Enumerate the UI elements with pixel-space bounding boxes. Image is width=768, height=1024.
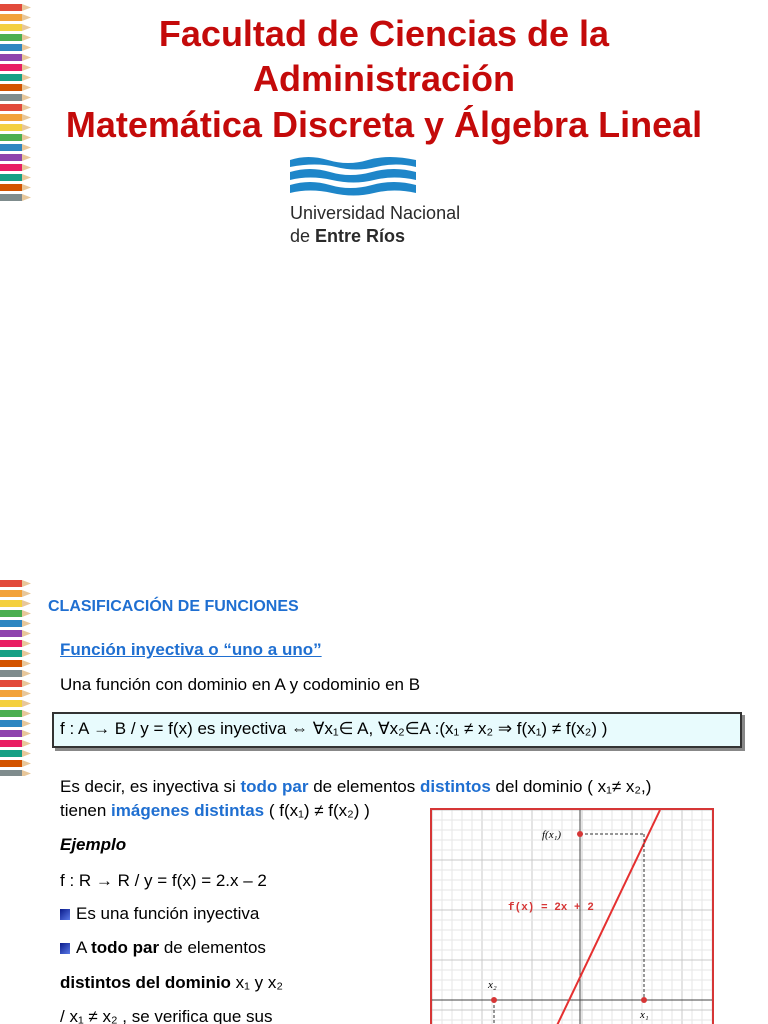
pencil-tip [22, 650, 31, 657]
pencil-tip [22, 660, 31, 667]
function-graph [430, 808, 714, 1024]
pencil-body [0, 174, 22, 181]
pencil-tip [22, 154, 31, 161]
explanation-line-1 [60, 776, 651, 798]
pencil-body [0, 184, 22, 191]
pencil-tip [22, 144, 31, 151]
pencil-tip [22, 710, 31, 717]
title-line-3: Matemática Discreta y Álgebra Lineal [65, 104, 703, 145]
pencil-body [0, 144, 22, 151]
fx1-point [577, 831, 583, 837]
pencil-tip [22, 770, 31, 776]
graph-svg [432, 810, 712, 1024]
pencil-tip [22, 670, 31, 677]
definition-text: f : A → B / y = f(x) es inyectiva ⇔ ∀x₁∈ A, ∀x₂∈A :(x₁ ≠ x₂ ⇒ f(x₁) ≠ f(x₂) ) [60, 719, 608, 738]
x1-point [641, 997, 647, 1003]
pencil-body [0, 760, 22, 767]
pencil-tip [22, 4, 31, 11]
pencil-body [0, 650, 22, 657]
explanation-line-2 [60, 800, 370, 822]
pencil-body [0, 720, 22, 727]
pencil-body [0, 640, 22, 647]
intro-text: Una función con dominio en A y codominio en B [60, 675, 421, 694]
text-part: tienen [60, 801, 112, 820]
pencil-tip [22, 630, 31, 637]
university-logo [288, 154, 488, 250]
pencil-body [0, 154, 22, 161]
logo-line-1: Universidad Nacional [290, 203, 461, 223]
pencil-tip [22, 580, 31, 587]
x2-point [491, 997, 497, 1003]
pencil-tip [22, 700, 31, 707]
explanation-line-4: / x₁ ≠ x₂ , se verifica que sus [60, 1007, 273, 1024]
pencil-body [0, 600, 22, 607]
pencil-tip [22, 740, 31, 747]
text-part: Es decir, es inyectiva si [60, 777, 241, 796]
pencil-body [0, 700, 22, 707]
function-label: f(x) = 2x + 2 [508, 902, 594, 914]
text-part: distintos del dominio [60, 973, 231, 992]
pencil-body [0, 730, 22, 737]
definition-box [52, 712, 742, 748]
bullet-icon [60, 943, 70, 954]
pencil-body [0, 680, 22, 687]
pencil-tip [22, 610, 31, 617]
text-part: de elementos [308, 777, 420, 796]
pencil-tip [22, 720, 31, 727]
pencil-body [0, 750, 22, 757]
text-part: A [76, 938, 92, 957]
example-function: f : R → R / y = f(x) = 2.x – 2 [60, 871, 267, 890]
pencil-tip [22, 194, 31, 201]
pencil-body [0, 670, 22, 677]
text-part: de elementos [159, 938, 266, 957]
bullet-text: Es una función inyectiva [76, 904, 260, 923]
pencil-body [0, 620, 22, 627]
pencil-body [0, 740, 22, 747]
text-part: todo par [91, 938, 160, 957]
pencil-body [0, 690, 22, 697]
pencil-tip [22, 760, 31, 767]
title-line-1: Facultad de Ciencias de la [158, 13, 610, 54]
pencil-body [0, 610, 22, 617]
text-part: todo par [240, 777, 309, 796]
pencil-tip [22, 620, 31, 627]
pencil-tip [22, 590, 31, 597]
fx1-label: f(x₁) [542, 829, 562, 841]
bullet-icon [60, 909, 70, 920]
waves-logo-icon [288, 154, 418, 198]
pencil-tip [22, 690, 31, 697]
pencil-body [0, 194, 22, 201]
pencil-tip [22, 164, 31, 171]
bullet-item-2 [60, 937, 266, 959]
pencil-tip [22, 174, 31, 181]
pencil-body [0, 710, 22, 717]
pencil-tip [22, 730, 31, 737]
text-part: x₁ y x₂ [230, 973, 283, 992]
pencil-body [0, 590, 22, 597]
pencil-body [0, 580, 22, 587]
example-label: Ejemplo [60, 835, 127, 854]
logo-text [290, 202, 460, 248]
title-line-2: Administración [252, 58, 516, 99]
x1-label: x₁ [640, 1009, 649, 1021]
logo-line-2-bold: Entre Ríos [315, 226, 406, 246]
pencils-decoration [0, 576, 32, 776]
pencil-tip [22, 640, 31, 647]
section-title: CLASIFICACIÓN DE FUNCIONES [48, 598, 299, 615]
pencil-body [0, 630, 22, 637]
x2-label: x₂ [488, 979, 497, 991]
pencil-tip [22, 750, 31, 757]
pencil-body [0, 4, 22, 11]
pencil-tip [22, 184, 31, 191]
pencil-body [0, 770, 22, 776]
explanation-line-3 [60, 972, 283, 994]
pencil-tip [22, 600, 31, 607]
bullet-item-1 [60, 903, 259, 925]
text-part: ( f(x₁) ≠ f(x₂) ) [264, 801, 370, 820]
text-part: imágenes distintas [111, 801, 265, 820]
text-part: distintos [419, 777, 491, 796]
content-slide [0, 576, 768, 1024]
pencil-body [0, 660, 22, 667]
subtitle: Función inyectiva o “uno a uno” [60, 640, 322, 659]
text-part: del dominio ( x₁≠ x₂,) [490, 777, 652, 796]
logo-line-2 [290, 225, 460, 248]
logo-line-2-prefix: de [290, 226, 316, 246]
pencil-body [0, 164, 22, 171]
pencil-tip [22, 680, 31, 687]
